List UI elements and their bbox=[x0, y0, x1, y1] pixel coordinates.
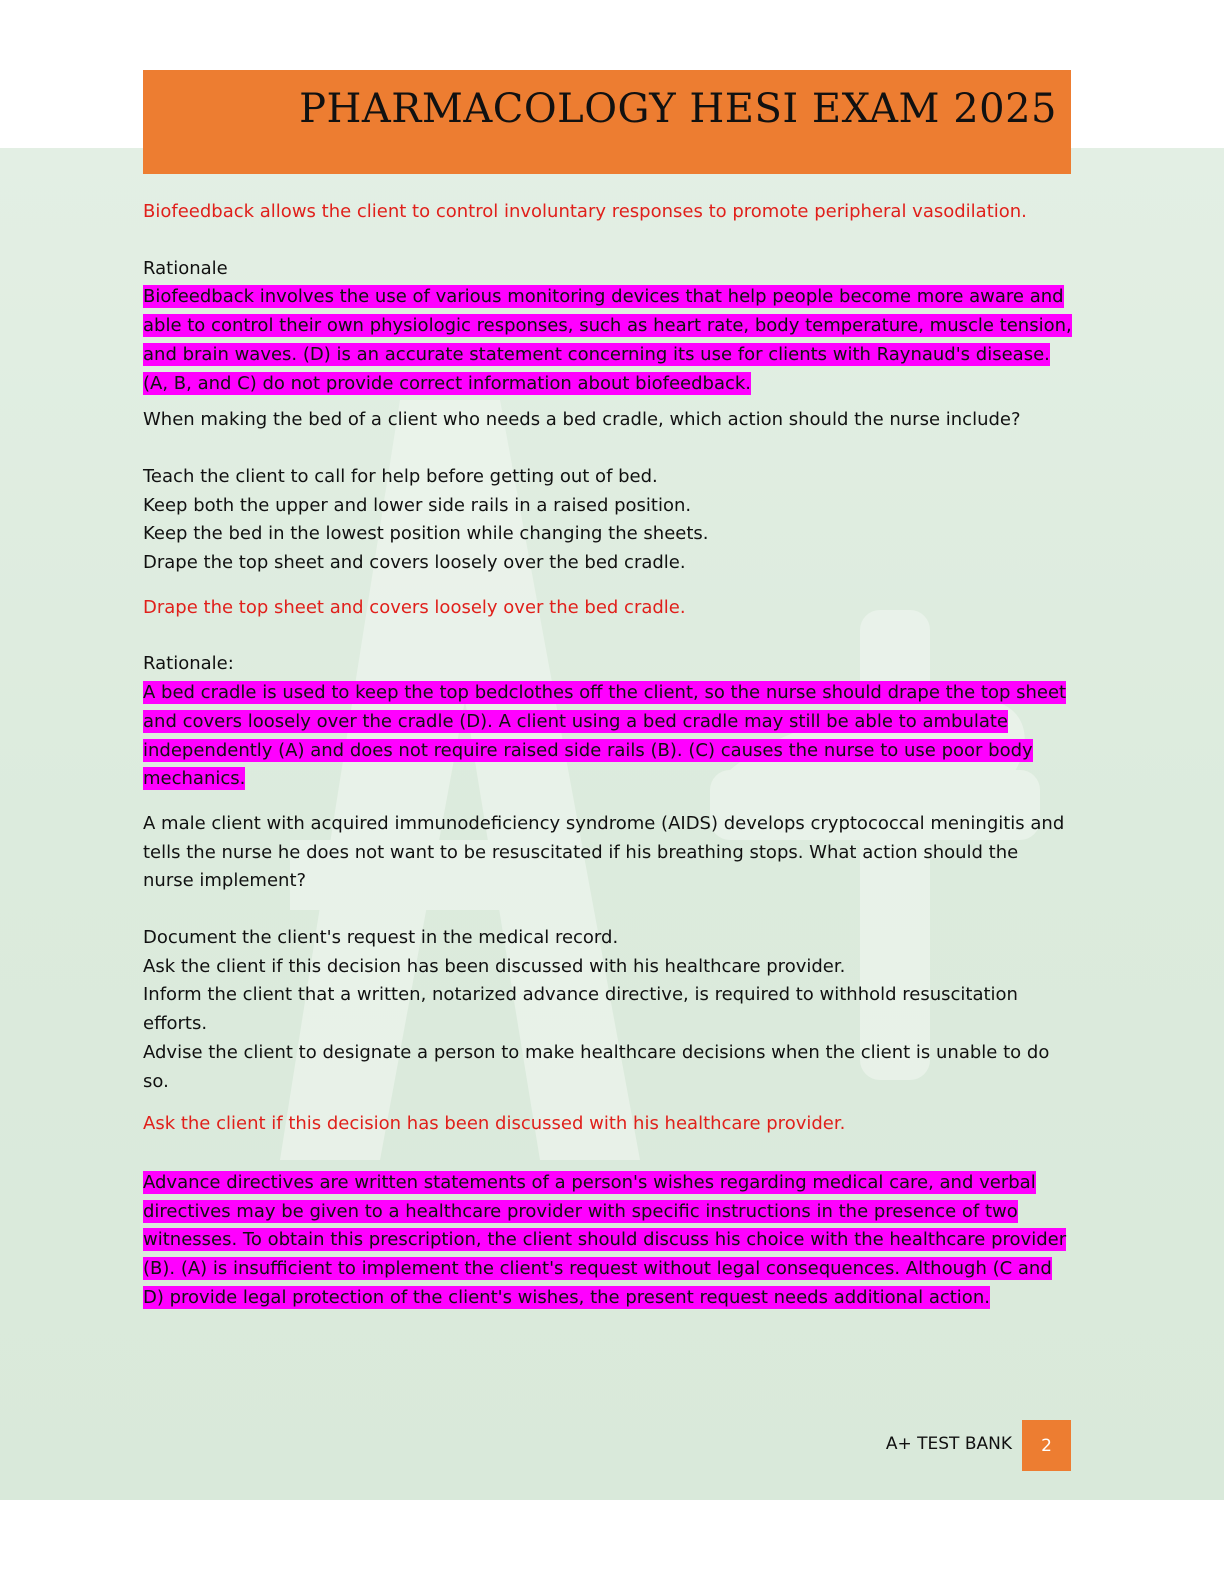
footer-label: A+ TEST BANK bbox=[885, 1434, 1012, 1454]
q2-option: Drape the top sheet and covers loosely over the bed cradle. bbox=[143, 552, 686, 574]
q3-option: Advise the client to designate a person to make healthcare decisions when the client is unable to do so. bbox=[143, 1041, 1050, 1092]
q2-option: Teach the client to call for help before getting out of bed. bbox=[143, 465, 658, 487]
q1-rationale bbox=[143, 283, 1073, 398]
q3-option: Ask the client if this decision has been discussed with his healthcare provider. bbox=[143, 955, 846, 977]
q2-answer: Drape the top sheet and covers loosely over the bed cradle. bbox=[143, 596, 686, 618]
q2-rationale-text: A bed cradle is used to keep the top bedclothes off the client, so the nurse should drape the top sheet and covers loosely over the cradle (D). A client using a bed cradle may still be able to ambulate independently (A) and does not require raised side rails (B). (C) causes the nurse to use poor body mechanics. bbox=[143, 682, 1067, 790]
q2-rationale bbox=[143, 679, 1073, 794]
q2-question: When making the bed of a client who needs a bed cradle, which action should the nurse include? bbox=[143, 409, 1021, 431]
q1-answer: Biofeedback allows the client to control involuntary responses to promote peripheral vasodilation. bbox=[143, 201, 1027, 222]
q3-option: Inform the client that a written, notarized advance directive, is required to withhold resuscitation efforts. bbox=[143, 984, 1018, 1035]
q2-option: Keep the bed in the lowest position while changing the sheets. bbox=[143, 523, 709, 545]
q3-option: Document the client's request in the medical record. bbox=[143, 927, 619, 949]
q3-rationale-text: Advance directives are written statements of a person's wishes regarding medical care, and verbal directives may be given to a healthcare provider with specific instructions in the presence of two witnesses. To obtain this prescription, the client should discuss his choice with the healthcare provider (B). (A) is insufficient to implement the client's request without legal consequences. Although (C and D) provide legal protection of the client's wishes, the present request needs additional action. bbox=[143, 1171, 1067, 1308]
header-bar bbox=[143, 70, 1071, 174]
q3-answer: Ask the client if this decision has been discussed with his healthcare provider. bbox=[143, 1113, 846, 1135]
document-body bbox=[143, 198, 1073, 1313]
page-number: 2 bbox=[1022, 1420, 1071, 1471]
q3-question: A male client with acquired immunodeficiency syndrome (AIDS) develops cryptococcal meningitis and tells the nurse he does not want to be resuscitated if his breathing stops. What action should the nurse implement? bbox=[143, 812, 1065, 892]
q2-rationale-label: Rationale: bbox=[143, 653, 234, 675]
q2-option: Keep both the upper and lower side rails in a raised position. bbox=[143, 494, 692, 516]
q1-rationale-text: Biofeedback involves the use of various monitoring devices that help people become more aware and able to control their own physiologic responses, such as heart rate, body temperature, muscle tension, and brain waves. (D) is an accurate statement concerning its use for clients with Raynaud's disease. (A, B, and C) do not provide correct information about biofeedback. bbox=[143, 286, 1072, 394]
q3-rationale bbox=[143, 1169, 1073, 1313]
page-title: PHARMACOLOGY HESI EXAM 2025 bbox=[299, 86, 1057, 132]
q1-rationale-label: Rationale bbox=[143, 257, 228, 279]
